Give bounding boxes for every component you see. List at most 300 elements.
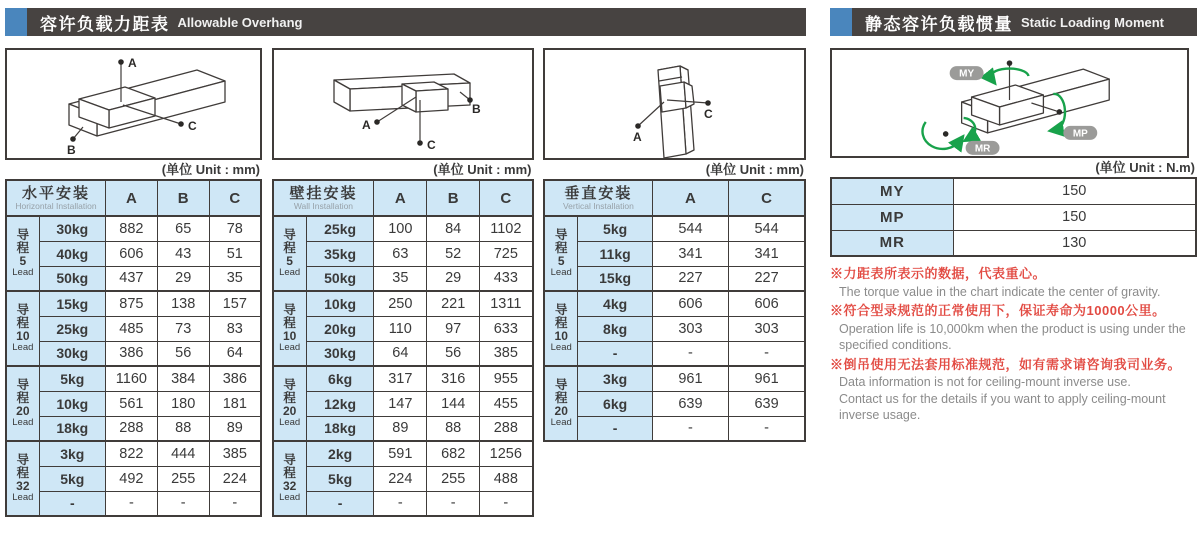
value-cell: 43 [157,241,209,266]
value-cell: 64 [374,341,427,366]
footnote-cn: ※符合型录规范的正常使用下，保证寿命为10000公里。 [830,303,1166,318]
moment-diagram [830,48,1189,158]
value-cell: 882 [105,216,157,241]
blue-accent-square [830,8,852,36]
footnote-en-line: The torque value in the chart indicate the center of gravity. [839,284,1161,299]
lead-cn-char: 导 [16,378,30,393]
value-cell: - [652,341,728,366]
value-cell: 63 [374,241,427,266]
load-cell: 30kg [39,216,105,241]
value-cell: 485 [105,316,157,341]
lead-cn-char: 程 [16,391,30,406]
load-cell: 4kg [578,291,652,316]
table-row [273,291,533,316]
label-b: B [471,102,481,116]
value-cell: 455 [480,391,533,416]
lead-number: 5 [286,254,293,269]
point-b-marker [70,136,76,142]
value-cell: 561 [105,391,157,416]
load-cell: 18kg [306,416,374,441]
vertical-section [543,48,806,517]
point-c-marker [178,121,184,127]
mr-label: MR [974,143,991,155]
lead-cn-char: 程 [283,241,296,256]
value-cell: 56 [157,341,209,366]
wall-section [272,48,534,517]
lead-cn-char: 导 [16,303,30,318]
table-row [544,416,805,441]
lead-en: Lead [279,491,301,503]
load-cell: 6kg [578,391,652,416]
value-cell: 180 [157,391,209,416]
value-cell: 492 [105,466,157,491]
table-row [273,466,533,491]
table-row [273,316,533,341]
moment-label-mr: MR [831,230,953,256]
value-cell: 84 [427,216,480,241]
load-cell: - [578,416,652,441]
unit-label-mm: (单位 Unit : mm) [433,162,532,177]
value-cell: 544 [652,216,728,241]
lead-group-label [273,216,307,291]
load-cell: 5kg [306,466,374,491]
lead-cn-char: 程 [283,316,296,331]
load-cell: 30kg [39,341,105,366]
lead-cn-char: 程 [554,241,568,256]
moment-label-my: MY [831,178,953,204]
load-cell: 50kg [306,266,374,291]
unit-label-mm: (单位 Unit : mm) [705,162,804,177]
right-header-title-en: Static Loading Moment [1021,14,1164,30]
value-cell: 1160 [105,366,157,391]
value-cell: 591 [374,441,427,466]
value-cell: 181 [209,391,261,416]
load-cell: 25kg [306,216,374,241]
load-cell: 5kg [39,466,105,491]
rail-drawing [658,66,694,158]
table-title-cell [273,180,374,216]
value-cell: 606 [652,291,728,316]
value-cell: 303 [729,316,805,341]
value-cell: 250 [374,291,427,316]
table-row [273,266,533,291]
table-row [6,441,261,466]
value-cell: 316 [427,366,480,391]
value-cell: 144 [427,391,480,416]
horizontal-installation-diagram [5,48,262,160]
lead-cn-char: 程 [16,241,30,256]
value-cell: 73 [157,316,209,341]
table-row [6,366,261,391]
moment-row [831,178,1196,204]
moment-diagram-svg [832,50,1187,156]
footnote [830,355,1197,424]
load-cell: 12kg [306,391,374,416]
point-a-marker [635,123,641,129]
lead-cn-char: 程 [16,316,30,331]
static-loading-moment-section [830,8,1197,425]
installation-columns [5,48,806,517]
value-cell: 437 [105,266,157,291]
load-cell: 35kg [306,241,374,266]
static-loading-moment-table [830,177,1197,257]
label-c: C [188,119,197,133]
value-cell: 29 [157,266,209,291]
value-cell: 341 [729,241,805,266]
load-cell: 40kg [39,241,105,266]
value-cell: 1311 [480,291,533,316]
table-row [273,366,533,391]
value-cell: 544 [729,216,805,241]
load-cell: 10kg [39,391,105,416]
value-cell: 147 [374,391,427,416]
table-row [544,216,805,241]
unit-label-mm: (单位 Unit : mm) [161,162,260,177]
vertical-installation-table [543,179,806,442]
horizontal-section [5,48,262,517]
lead-number: 10 [282,329,297,344]
load-cell: 15kg [39,291,105,316]
table-row [273,241,533,266]
horizontal-diagram-svg [7,50,260,158]
value-cell: 227 [652,266,728,291]
footnotes [830,264,1197,424]
table-row [6,491,261,516]
value-cell: 1256 [480,441,533,466]
load-cell: 5kg [578,216,652,241]
point-a-marker [118,59,124,65]
horizontal-installation-table [5,179,262,517]
column-header-a: A [105,180,157,216]
lead-en: Lead [550,266,572,278]
value-cell: 255 [427,466,480,491]
value-cell: - [729,341,805,366]
lead-en: Lead [550,341,572,353]
footnote [830,264,1197,300]
table-row [6,416,261,441]
table-title-en: Vertical Installation [562,200,634,211]
lead-group-label [544,291,578,366]
value-cell: - [105,491,157,516]
lead-group-label [544,366,578,441]
label-a: A [128,56,137,70]
lead-en: Lead [12,491,34,503]
lead-number: 32 [16,479,30,494]
table-row [6,341,261,366]
lead-cn-char: 导 [16,453,30,468]
lead-number: 20 [554,404,568,419]
value-cell: 288 [105,416,157,441]
rail-drawing [962,69,1110,133]
load-cell: 8kg [578,316,652,341]
value-cell: 224 [374,466,427,491]
label-c: C [426,138,436,152]
value-cell: 89 [209,416,261,441]
footnote-en-line: Contact us for the details if you want to apply ceiling-mount [839,391,1166,406]
table-row [6,466,261,491]
load-cell: - [306,491,374,516]
lead-number: 10 [16,329,30,344]
value-cell: 961 [729,366,805,391]
column-header-b: B [427,180,480,216]
table-row [544,316,805,341]
value-cell: - [480,491,533,516]
table-row [544,291,805,316]
value-cell: 955 [480,366,533,391]
vertical-installation-diagram [543,48,806,160]
table-row [544,366,805,391]
value-cell: 138 [157,291,209,316]
load-cell: 3kg [39,441,105,466]
column-header-a: A [374,180,427,216]
lead-en: Lead [550,416,572,428]
load-cell: 25kg [39,316,105,341]
table-row [6,291,261,316]
lead-group-label [544,216,578,291]
table-row [544,391,805,416]
lead-cn-char: 导 [283,453,296,468]
value-cell: 385 [480,341,533,366]
table-title-en: Wall Installation [293,200,354,211]
value-cell: 255 [157,466,209,491]
value-cell: 385 [209,441,261,466]
load-cell: 18kg [39,416,105,441]
load-cell: 20kg [306,316,374,341]
value-cell: 88 [427,416,480,441]
blue-accent-square [5,8,27,36]
right-section-header [830,8,1197,36]
table-title-cn: 壁挂安装 [289,184,358,202]
table-header-row [544,180,805,216]
table-title-cn: 垂直安装 [564,184,633,202]
footnote-en-line: Operation life is 10,000km when the product is using under the [839,321,1186,336]
lead-group-label [6,366,39,441]
load-cell: 11kg [578,241,652,266]
value-cell: - [157,491,209,516]
moment-row [831,230,1196,256]
lead-cn-char: 程 [16,466,30,481]
load-cell: 6kg [306,366,374,391]
lead-en: Lead [12,416,34,428]
label-a: A [633,130,642,144]
lead-number: 32 [282,479,297,494]
value-cell: 157 [209,291,261,316]
table-row [6,316,261,341]
value-cell: - [729,416,805,441]
value-cell: 51 [209,241,261,266]
lead-cn-char: 程 [283,391,296,406]
lead-en: Lead [279,266,301,278]
value-cell: 682 [427,441,480,466]
lead-en: Lead [12,341,34,353]
value-cell: 29 [427,266,480,291]
lead-cn-char: 导 [554,303,568,318]
footnote-cn: ※力距表所表示的数据，代表重心。 [830,266,1047,281]
lead-cn-char: 导 [554,378,568,393]
value-cell: - [374,491,427,516]
value-cell: 64 [209,341,261,366]
left-header-title-en: Allowable Overhang [177,14,303,30]
table-row [544,341,805,366]
lead-cn-char: 程 [554,316,568,331]
value-cell: 386 [209,366,261,391]
value-cell: 444 [157,441,209,466]
value-cell: 433 [480,266,533,291]
table-header-row [6,180,261,216]
value-cell: 639 [729,391,805,416]
lead-cn-char: 导 [283,228,296,243]
lead-cn-char: 导 [16,228,30,243]
value-cell: 606 [729,291,805,316]
lead-group-label [6,291,39,366]
lead-cn-char: 导 [283,378,296,393]
left-section-header [5,8,806,36]
label-b: B [67,143,76,157]
table-row [6,241,261,266]
lead-number: 20 [282,404,297,419]
table-title-en: Horizontal Installation [15,200,97,211]
mp-label: MP [1072,128,1088,140]
table-row [544,266,805,291]
table-title-cn: 水平安装 [21,184,90,202]
rail-drawing [69,70,225,136]
value-cell: - [209,491,261,516]
value-cell: 227 [729,266,805,291]
label-c: C [704,107,713,121]
lead-en: Lead [279,341,301,353]
value-cell: 224 [209,466,261,491]
label-a: A [361,118,371,132]
footnote-en-line: Data information is not for ceiling-mount inverse use. [839,375,1131,389]
value-cell: 78 [209,216,261,241]
moment-row [831,204,1196,230]
value-cell: 83 [209,316,261,341]
wall-installation-table [272,179,534,517]
table-row [544,241,805,266]
value-cell: 52 [427,241,480,266]
lead-number: 10 [554,329,568,344]
moment-value: 130 [953,230,1196,256]
load-cell: 50kg [39,266,105,291]
footnote [830,301,1197,354]
value-cell: 56 [427,341,480,366]
vertical-diagram-svg [545,50,804,158]
lead-group-label [273,366,307,441]
left-section-header-body [27,8,806,36]
load-cell: 15kg [578,266,652,291]
right-header-title-cn: 静态容许负载惯量 [865,14,1013,34]
value-cell: 488 [480,466,533,491]
value-cell: 822 [105,441,157,466]
point-a-marker [374,119,380,125]
value-cell: 110 [374,316,427,341]
load-cell: 5kg [39,366,105,391]
value-cell: 288 [480,416,533,441]
footnote-en-line: inverse usage. [839,408,921,422]
column-header-c: C [729,180,805,216]
left-header-title-cn: 容许负载力距表 [40,14,170,34]
value-cell: 35 [209,266,261,291]
value-cell: 65 [157,216,209,241]
lead-cn-char: 程 [283,466,296,481]
value-cell: 961 [652,366,728,391]
point-c-marker [705,100,711,106]
value-cell: 341 [652,241,728,266]
value-cell: - [652,416,728,441]
table-row [273,416,533,441]
lead-en: Lead [279,416,301,428]
table-row [273,491,533,516]
load-cell: 2kg [306,441,374,466]
value-cell: 639 [652,391,728,416]
table-row [273,341,533,366]
unit-label-nm: (单位 Unit : N.m) [1095,160,1195,175]
value-cell: 303 [652,316,728,341]
moment-value: 150 [953,178,1196,204]
table-row [6,266,261,291]
load-cell: 30kg [306,341,374,366]
table-title-cell [6,180,105,216]
value-cell: 221 [427,291,480,316]
table-row [273,216,533,241]
lead-group-label [6,441,39,516]
column-header-a: A [652,180,728,216]
table-row [6,391,261,416]
value-cell: 97 [427,316,480,341]
table-header-row [273,180,533,216]
allowable-overhang-section [5,8,806,517]
footnote-cn: ※倒吊使用无法套用标准规范，如有需求请咨询我司业务。 [830,356,1182,372]
lead-group-label [6,216,39,291]
load-cell: 10kg [306,291,374,316]
wall-diagram-svg [274,50,532,158]
wall-installation-diagram [272,48,534,160]
moment-label-mp: MP [831,204,953,230]
table-row [6,216,261,241]
value-cell: 35 [374,266,427,291]
value-cell: 606 [105,241,157,266]
value-cell: 317 [374,366,427,391]
column-header-c: C [480,180,533,216]
load-cell: - [578,341,652,366]
lead-en: Lead [12,266,34,278]
lead-cn-char: 导 [554,228,568,243]
moment-value: 150 [953,204,1196,230]
value-cell: 384 [157,366,209,391]
value-cell: 100 [374,216,427,241]
table-row [273,441,533,466]
value-cell: 633 [480,316,533,341]
lead-number: 5 [557,254,565,269]
column-header-c: C [209,180,261,216]
value-cell: 725 [480,241,533,266]
lead-group-label [273,291,307,366]
column-header-b: B [157,180,209,216]
load-cell: 3kg [578,366,652,391]
footnote-en-line: specified conditions. [839,338,952,352]
lead-number: 20 [16,404,30,419]
value-cell: 875 [105,291,157,316]
lead-cn-char: 导 [283,303,296,318]
value-cell: - [427,491,480,516]
lead-number: 5 [19,254,27,269]
my-label: MY [959,68,975,80]
lead-group-label [273,441,307,516]
table-title-cell [544,180,652,216]
load-cell: - [39,491,105,516]
value-cell: 89 [374,416,427,441]
value-cell: 386 [105,341,157,366]
